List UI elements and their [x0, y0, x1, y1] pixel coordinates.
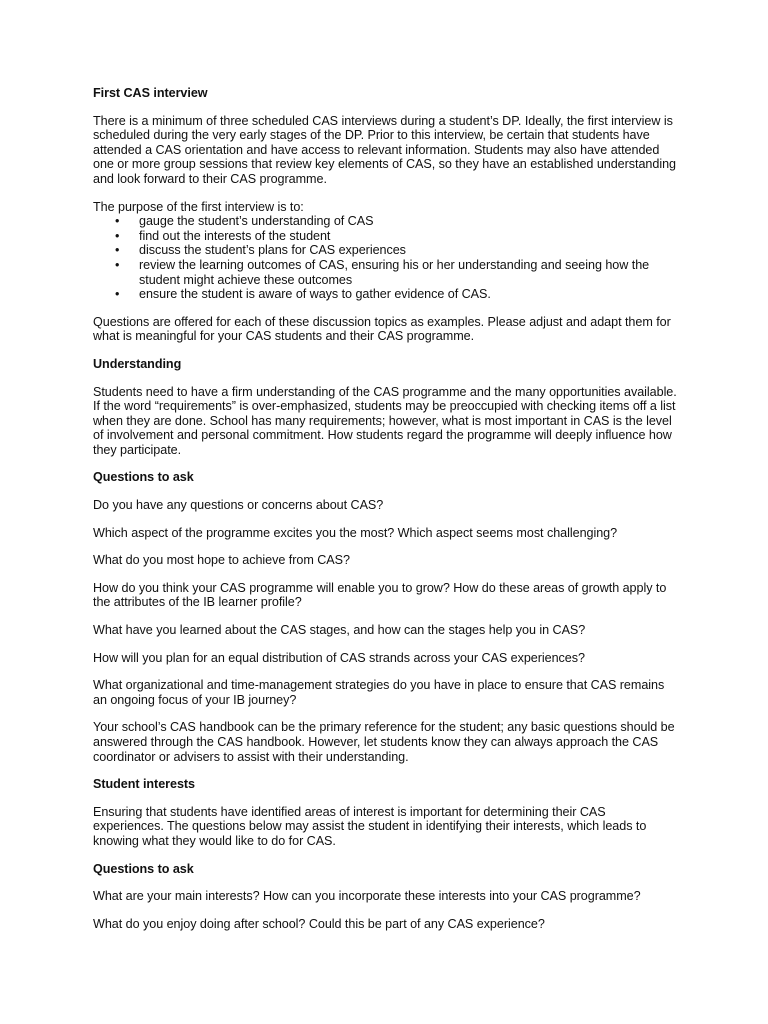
list-item-text: find out the interests of the student	[139, 228, 331, 243]
examples-paragraph: Questions are offered for each of these discussion topics as examples. Please adjust and adapt them for what is meaningful for your CAS students and their CAS programme.	[93, 314, 671, 344]
heading-student-interests: Student interests	[93, 777, 196, 792]
list-item-text: review the learning outcomes of CAS, ensuring his or her understanding and seeing how the student might achieve these outcomes	[139, 257, 650, 287]
question-item: What do you most hope to achieve from CAS?	[93, 553, 350, 568]
list-item	[93, 229, 678, 244]
question-item: Which aspect of the programme excites you the most? Which aspect seems most challenging?	[93, 525, 618, 540]
heading-questions-to-ask: Questions to ask	[93, 861, 194, 876]
bullet-icon: •	[115, 287, 120, 302]
question-item: How do you think your CAS programme will enable you to grow? How do these areas of growth apply to the attributes of the IB learner profile?	[93, 580, 667, 610]
list-item-text: discuss the student’s plans for CAS experiences	[139, 243, 406, 258]
heading-first-cas-interview: First CAS interview	[93, 86, 208, 100]
purpose-list	[93, 214, 678, 302]
understanding-paragraph: Students need to have a firm understanding of the CAS programme and the many opportunities available. If the word “requirements” is over-emphasized, students may be preoccupied with checking items off a list when they are done. School has many requirements; however, what is most important in CAS is the level of involvement and personal commitment. How students regard the programme will deeply influence how they participate.	[93, 384, 677, 457]
question-item: What do you enjoy doing after school? Could this be part of any CAS experience?	[93, 916, 545, 931]
heading-questions-to-ask: Questions to ask	[93, 470, 194, 485]
list-item	[93, 258, 678, 287]
list-item-text: ensure the student is aware of ways to gather evidence of CAS.	[139, 287, 491, 302]
list-item-text: gauge the student’s understanding of CAS	[139, 214, 374, 229]
list-item	[93, 214, 678, 229]
bullet-icon: •	[115, 243, 120, 258]
purpose-lead: The purpose of the first interview is to:	[93, 199, 304, 214]
question-item: What have you learned about the CAS stages, and how can the stages help you in CAS?	[93, 623, 586, 638]
heading-understanding: Understanding	[93, 356, 182, 371]
bullet-icon: •	[115, 214, 120, 229]
intro-paragraph: There is a minimum of three scheduled CAS interviews during a student’s DP. Ideally, the first interview is scheduled during the very early stages of the DP. Prior to this interview, be certain that students have attended a CAS orientation and have access to relevant information. Students may also have attended one or more group sessions that review key elements of CAS, so they have an established understanding and look forward to their CAS programme.	[93, 113, 676, 186]
question-item: Do you have any questions or concerns about CAS?	[93, 498, 384, 513]
list-item	[93, 243, 678, 258]
interests-paragraph: Ensuring that students have identified areas of interest is important for determining their CAS experiences. The questions below may assist the student in identifying their interests, which leads to knowing what they would like to do for CAS.	[93, 804, 647, 848]
question-item: How will you plan for an equal distribution of CAS strands across your CAS experiences?	[93, 650, 585, 665]
list-item	[93, 287, 678, 302]
bullet-icon: •	[115, 228, 120, 243]
question-item: What are your main interests? How can you incorporate these interests into your CAS programme?	[93, 889, 641, 904]
document-body	[93, 86, 678, 944]
bullet-icon: •	[115, 257, 120, 272]
question-item: What organizational and time-management strategies do you have in place to ensure that CAS remains an ongoing focus of your IB journey?	[93, 678, 665, 707]
handbook-paragraph: Your school’s CAS handbook can be the primary reference for the student; any basic questions should be answered through the CAS handbook. However, let students know they can always approach the CAS coordinator or advisers to assist with their understanding.	[93, 720, 675, 764]
